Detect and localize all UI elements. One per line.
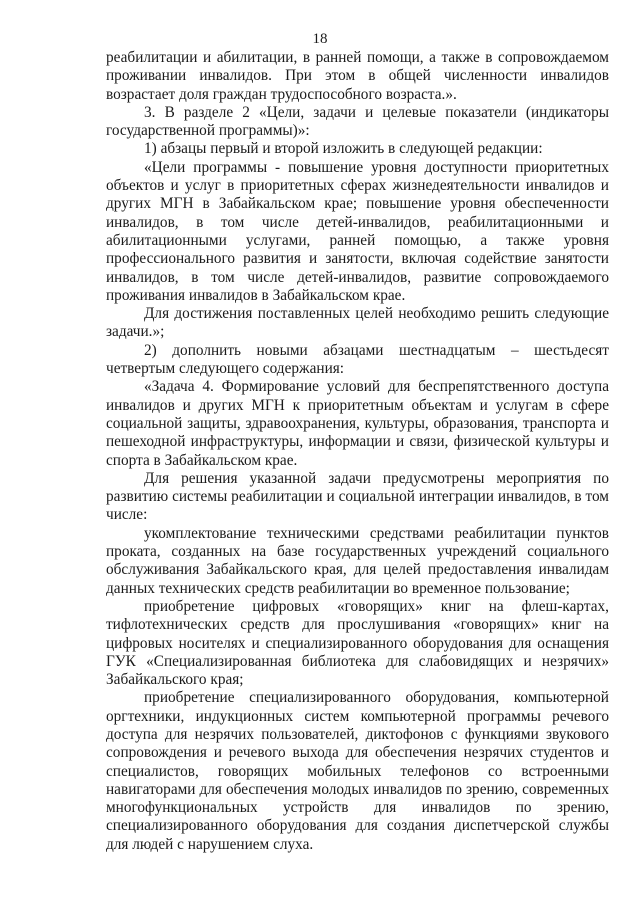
document-body (106, 49, 609, 854)
paragraph: 3. В разделе 2 «Цели, задачи и целевые показатели (индикаторы государственной программы)»: (106, 103, 609, 140)
paragraph: 2) дополнить новыми абзацами шестнадцатым – шестьдесят четвертым следующего содержания: (106, 341, 609, 378)
paragraph: Для решения указанной задачи предусмотрены мероприятия по развитию системы реабилитации и социальной интеграции инвалидов, в том числе: (106, 469, 609, 524)
paragraph: реабилитации и абилитации, в ранней помощи, а также в сопровождаемом проживании инвалидов. При этом в общей численности инвалидов возрастает доля граждан трудоспособного возраста.». (106, 49, 609, 103)
paragraph: «Цели программы - повышение уровня доступности приоритетных объектов и услуг в приоритетных сферах жизнедеятельности инвалидов и других МГН в Забайкальском крае; повышение уровня обеспеченности инвалидов, в том числе детей-инвалидов, реабилитационными и абилитационными услугами, ранней помощью, а также уровня профессионального развития и занятости, включая содействие занятости инвалидов, в том числе детей-инвалидов, развитие сопровождаемого проживания инвалидов в Забайкальском крае. (106, 158, 609, 304)
paragraph: Для достижения поставленных целей необходимо решить следующие задачи.»; (106, 305, 609, 341)
page-number: 18 (312, 31, 328, 47)
paragraph: 1) абзацы первый и второй изложить в следующей редакции: (144, 140, 543, 158)
paragraph: «Задача 4. Формирование условий для беспрепятственного доступа инвалидов и других МГН к приоритетным объектам и услугам в сфере социальной защиты, здравоохранения, культуры, образования, транспорта и пешеходной инфраструктуры, информации и связи, физической культуры и спорта в Забайкальском крае. (106, 378, 609, 469)
paragraph: приобретение специализированного оборудования, компьютерной оргтехники, индукционных систем компьютерной программы речевого доступа для незрячих пользователей, диктофонов с функциями звукового сопровождения и речевого выхода для обеспечения незрячих студентов и специалистов, говорящих мобильных телефонов со встроенными навигаторами для обеспечения молодых инвалидов по зрению, современных многофункциональных устройств для инвалидов по зрению, специализированного оборудования для создания диспетчерской службы для людей с нарушением слуха. (106, 689, 609, 853)
paragraph: укомплектование техническими средствами реабилитации пунктов проката, созданных на базе государственных учреждений социального обслуживания Забайкальского края, для целей предоставления инвалидам данных технических средств реабилитации во временное пользование; (106, 524, 609, 597)
paragraph: приобретение цифровых «говорящих» книг на флеш-картах, тифлотехнических средств для прослушивания «говорящих» книг на цифровых носителях и специализированного оборудования для оснащения ГУК «Специализированная библиотека для слабовидящих и незрячих» Забайкальского края; (106, 597, 609, 689)
